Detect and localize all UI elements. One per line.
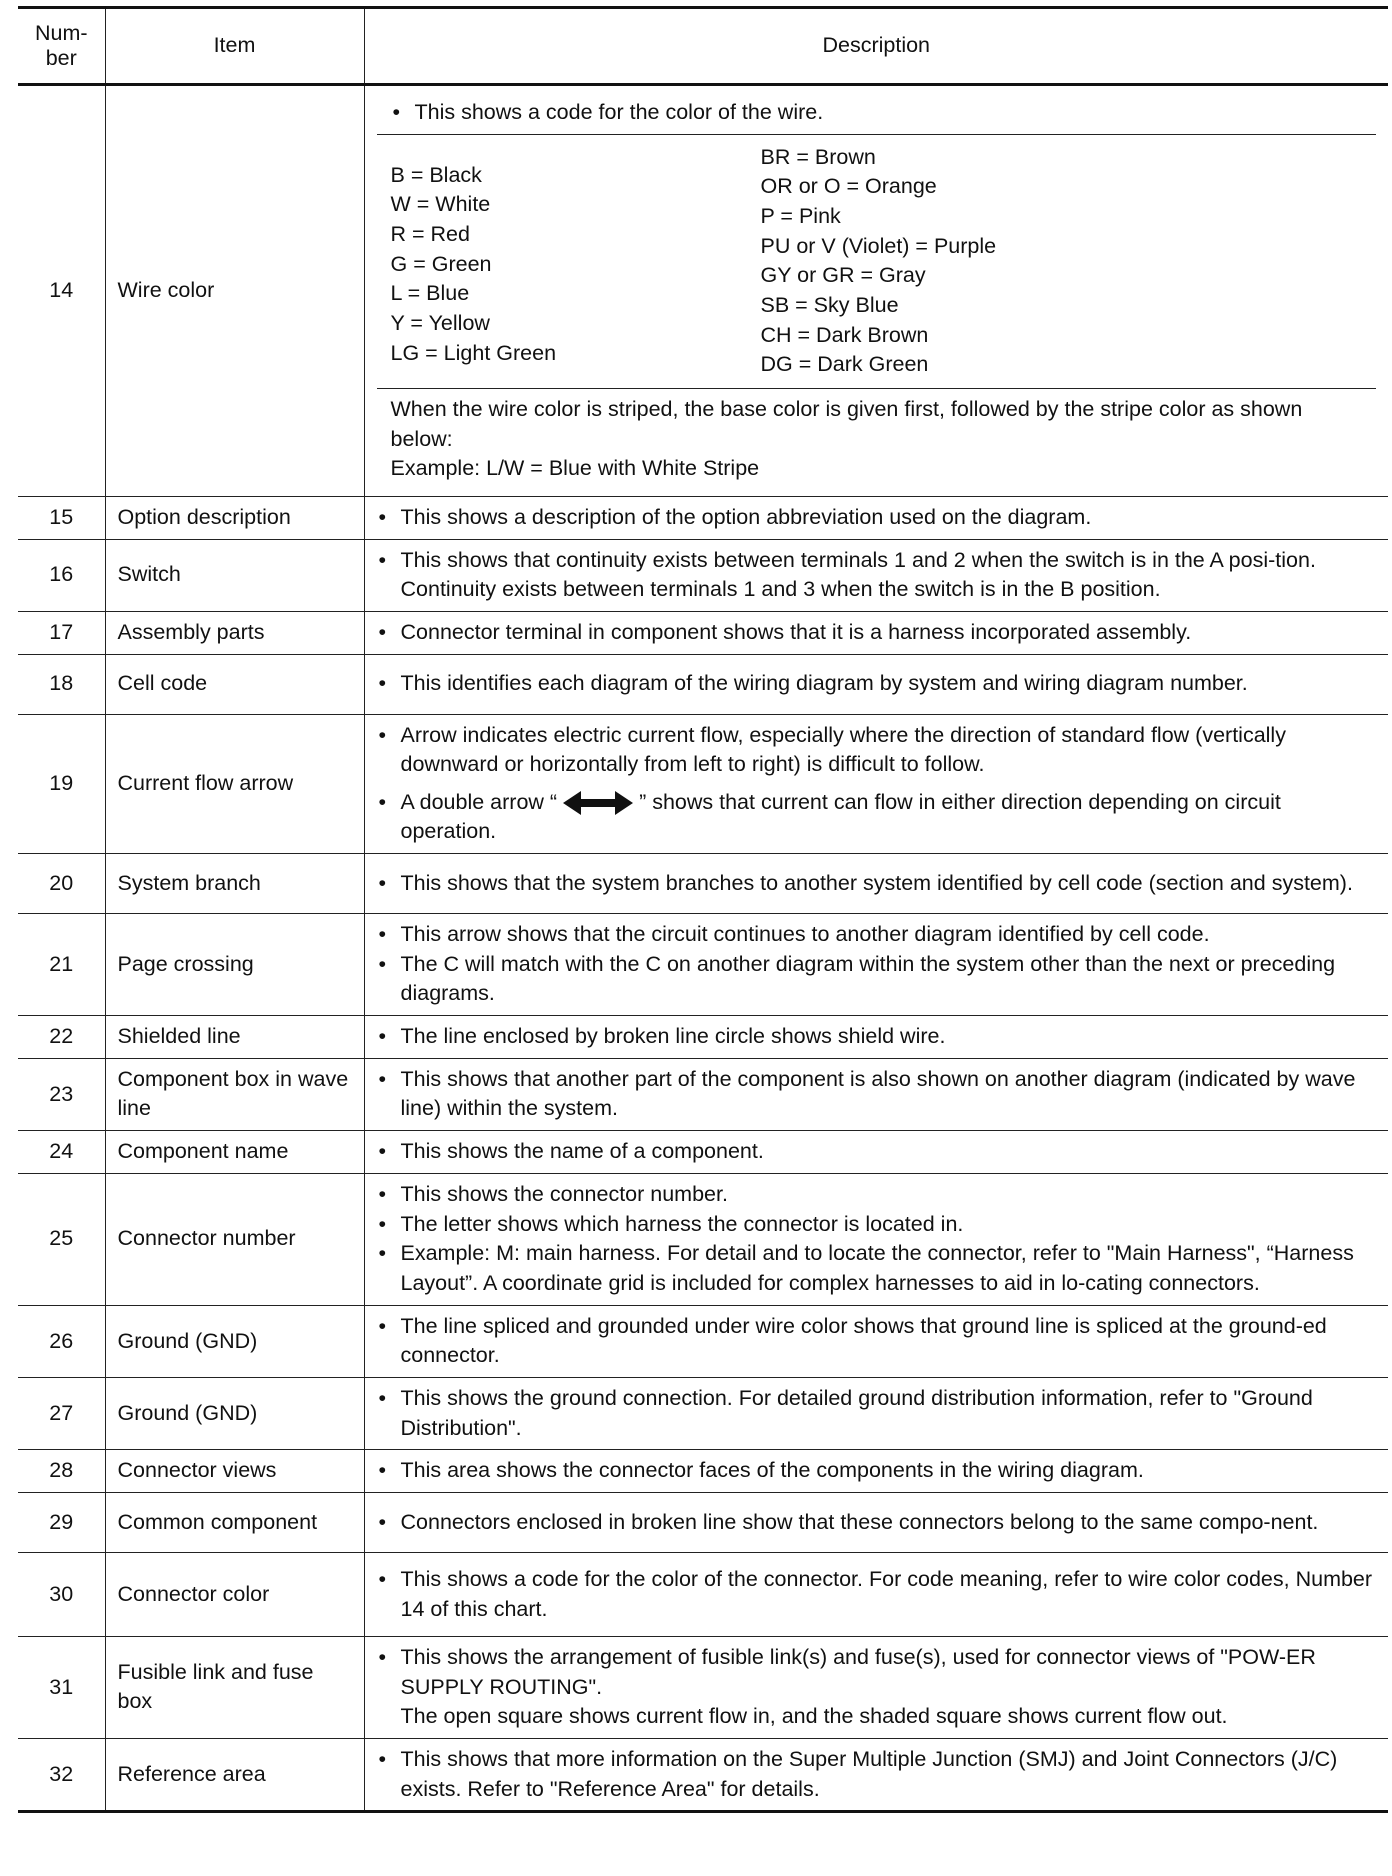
row-description — [364, 496, 1388, 539]
row-description — [364, 1738, 1388, 1811]
table-row — [18, 1738, 1388, 1811]
row-number: 17 — [18, 611, 105, 654]
wire-color-codes — [377, 135, 1377, 389]
wire-color-code: BR = Brown — [760, 144, 876, 169]
table-row — [18, 1637, 1388, 1739]
bullet-text: • This area shows the connector faces of the components in the wiring diagram. — [377, 1456, 1377, 1486]
bullet-text: • The letter shows which harness the connector is located in. — [377, 1210, 1377, 1240]
bullet-text: • This shows that continuity exists between terminals 1 and 2 when the switch is in the A posi-tion. Continuity exists between terminals 1 and 3 when the switch is in the B position. — [377, 546, 1377, 605]
wire-color-code: CH = Dark Brown — [760, 322, 929, 347]
arrow-text-after: ” shows that current can flow in either direction depending on circuit operation. — [400, 789, 1281, 844]
bullet-text: • The line enclosed by broken line circle shows shield wire. — [377, 1022, 1377, 1052]
codes-right-column — [761, 143, 1365, 380]
row-number: 28 — [18, 1450, 105, 1493]
row-description — [364, 714, 1388, 854]
wire-color-code: G = Green — [390, 251, 492, 276]
bullet-text: • This shows that the system branches to another system identified by cell code (section and system). — [377, 869, 1377, 899]
row-item: Cell code — [105, 654, 364, 714]
row-number: 16 — [18, 539, 105, 611]
wire-color-code: L = Blue — [390, 281, 470, 306]
row-number: 30 — [18, 1553, 105, 1637]
wire-color-code: GY or GR = Gray — [760, 263, 926, 288]
row-description — [364, 539, 1388, 611]
row-description — [364, 1378, 1388, 1450]
row-description — [364, 1493, 1388, 1553]
bullet-text: • Example: M: main harness. For detail and to locate the connector, refer to "Main Harness", “Harness Layout”. A coordinate grid is included for complex harnesses to aid in lo-cating connectors. — [377, 1239, 1377, 1298]
wire-color-striped-note — [377, 389, 1377, 490]
row-description — [364, 1450, 1388, 1493]
row-description — [364, 85, 1388, 497]
codes-left-column — [391, 143, 761, 380]
row-item: Current flow arrow — [105, 714, 364, 854]
row-description — [364, 854, 1388, 914]
bullet-text: • This shows the name of a component. — [377, 1137, 1377, 1167]
row-item: Option description — [105, 496, 364, 539]
wire-color-code: LG = Light Green — [390, 340, 557, 365]
row-item: System branch — [105, 854, 364, 914]
bullet-text: • This shows the arrangement of fusible link(s) and fuse(s), used for connector views of "POW-ER SUPPLY ROUTING". The open square shows current flow in, and the shaded square shows current flow out. — [377, 1643, 1377, 1732]
table-row — [18, 496, 1388, 539]
row-number: 14 — [18, 85, 105, 497]
table-row — [18, 714, 1388, 854]
row-number: 27 — [18, 1378, 105, 1450]
table-row — [18, 654, 1388, 714]
row-description — [364, 1131, 1388, 1174]
bullet-text: • Connector terminal in component shows that it is a harness incorporated assembly. — [377, 618, 1377, 648]
row-item: Connector number — [105, 1173, 364, 1305]
row-item: Connector color — [105, 1553, 364, 1637]
bullet-text: • This shows that another part of the component is also shown on another diagram (indicated by wave line) within the system. — [377, 1065, 1377, 1124]
row-description — [364, 654, 1388, 714]
bullet-text: • This arrow shows that the circuit continues to another diagram identified by cell code. — [377, 920, 1377, 950]
row-item: Ground (GND) — [105, 1378, 364, 1450]
table-row — [18, 1553, 1388, 1637]
row-number: 24 — [18, 1131, 105, 1174]
wire-color-code: PU or V (Violet) = Purple — [760, 233, 997, 258]
bullet-text: • This shows the connector number. — [377, 1180, 1377, 1210]
bullet-text: • This shows the ground connection. For detailed ground distribution information, refer to "Ground Distribution". — [377, 1384, 1377, 1443]
legend-table — [18, 6, 1388, 1813]
bullet-text: • The C will match with the C on another diagram within the system other than the next or preceding diagrams. — [377, 950, 1377, 1009]
wire-color-code: Y = Yellow — [390, 310, 490, 335]
bullet-text: • Arrow indicates electric current flow, especially where the direction of standard flow (vertically downward or horizontally from left to right) is difficult to follow. — [377, 721, 1377, 780]
header-row — [18, 8, 1388, 85]
row-number: 20 — [18, 854, 105, 914]
wire-color-code: OR or O = Orange — [760, 174, 937, 199]
table-row — [18, 854, 1388, 914]
table-row — [18, 611, 1388, 654]
bullet-text: • This shows a description of the option abbreviation used on the diagram. — [377, 503, 1377, 533]
document — [18, 6, 1388, 1813]
wire-color-code: R = Red — [390, 221, 470, 246]
table-row — [18, 1058, 1388, 1130]
striped-example-text: Example: L/W = Blue with White Stripe — [390, 456, 760, 481]
table-row — [18, 1131, 1388, 1174]
table-row — [18, 539, 1388, 611]
double-arrow-icon — [557, 790, 639, 814]
table-row — [18, 1450, 1388, 1493]
row-number: 15 — [18, 496, 105, 539]
table-row — [18, 85, 1388, 497]
header-number: Num- ber — [18, 8, 105, 85]
bullet-text: • This shows a code for the color of the wire. — [391, 98, 1365, 128]
row-item: Switch — [105, 539, 364, 611]
row-number: 25 — [18, 1173, 105, 1305]
table-row — [18, 1016, 1388, 1059]
bullet-text: • Connectors enclosed in broken line show that these connectors belong to the same compo-nent. — [377, 1508, 1377, 1538]
table-row — [18, 914, 1388, 1016]
bullet-text: • The line spliced and grounded under wire color shows that ground line is spliced at the ground-ed connector. — [377, 1312, 1377, 1371]
row-description — [364, 914, 1388, 1016]
row-description — [364, 1637, 1388, 1739]
row-item: Connector views — [105, 1450, 364, 1493]
row-item: Component name — [105, 1131, 364, 1174]
row-item: Shielded line — [105, 1016, 364, 1059]
row-description — [364, 611, 1388, 654]
row-item: Ground (GND) — [105, 1305, 364, 1377]
wire-color-intro — [377, 92, 1377, 135]
row-number: 23 — [18, 1058, 105, 1130]
bullet-spacer — [377, 780, 1377, 788]
header-item: Item — [105, 8, 364, 85]
row-description — [364, 1058, 1388, 1130]
row-description — [364, 1173, 1388, 1305]
row-number: 19 — [18, 714, 105, 854]
row-description — [364, 1305, 1388, 1377]
wire-color-code: DG = Dark Green — [760, 352, 929, 377]
wire-color-code: W = White — [390, 192, 491, 217]
row-item: Reference area — [105, 1738, 364, 1811]
table-row — [18, 1493, 1388, 1553]
table-row — [18, 1305, 1388, 1377]
row-number: 32 — [18, 1738, 105, 1811]
row-number: 22 — [18, 1016, 105, 1059]
row-item: Common component — [105, 1493, 364, 1553]
header-description: Description — [364, 8, 1388, 85]
row-item: Fusible link and fuse box — [105, 1637, 364, 1739]
striped-note-text: When the wire color is striped, the base color is given first, followed by the stripe color as shown below: — [390, 396, 1303, 451]
row-number: 18 — [18, 654, 105, 714]
arrow-text-before: A double arrow “ — [400, 789, 558, 814]
row-item: Page crossing — [105, 914, 364, 1016]
row-number: 26 — [18, 1305, 105, 1377]
row-item: Assembly parts — [105, 611, 364, 654]
bullet-text: • This shows a code for the color of the connector. For code meaning, refer to wire color codes, Number 14 of this chart. — [377, 1565, 1377, 1624]
row-item: Wire color — [105, 85, 364, 497]
row-number: 29 — [18, 1493, 105, 1553]
row-description — [364, 1553, 1388, 1637]
row-number: 21 — [18, 914, 105, 1016]
table-row — [18, 1378, 1388, 1450]
row-description — [364, 1016, 1388, 1059]
table-row — [18, 1173, 1388, 1305]
row-item: Component box in wave line — [105, 1058, 364, 1130]
bullet-text: • This shows that more information on the Super Multiple Junction (SMJ) and Joint Connectors (J/C) exists. Refer to "Reference Area" for details. — [377, 1745, 1377, 1804]
wire-color-code: P = Pink — [760, 203, 841, 228]
wire-color-code: B = Black — [390, 162, 482, 187]
wire-color-code: SB = Sky Blue — [760, 292, 899, 317]
bullet-text: • This identifies each diagram of the wiring diagram by system and wiring diagram number. — [377, 669, 1377, 699]
bullet-text — [377, 788, 1377, 847]
row-number: 31 — [18, 1637, 105, 1739]
